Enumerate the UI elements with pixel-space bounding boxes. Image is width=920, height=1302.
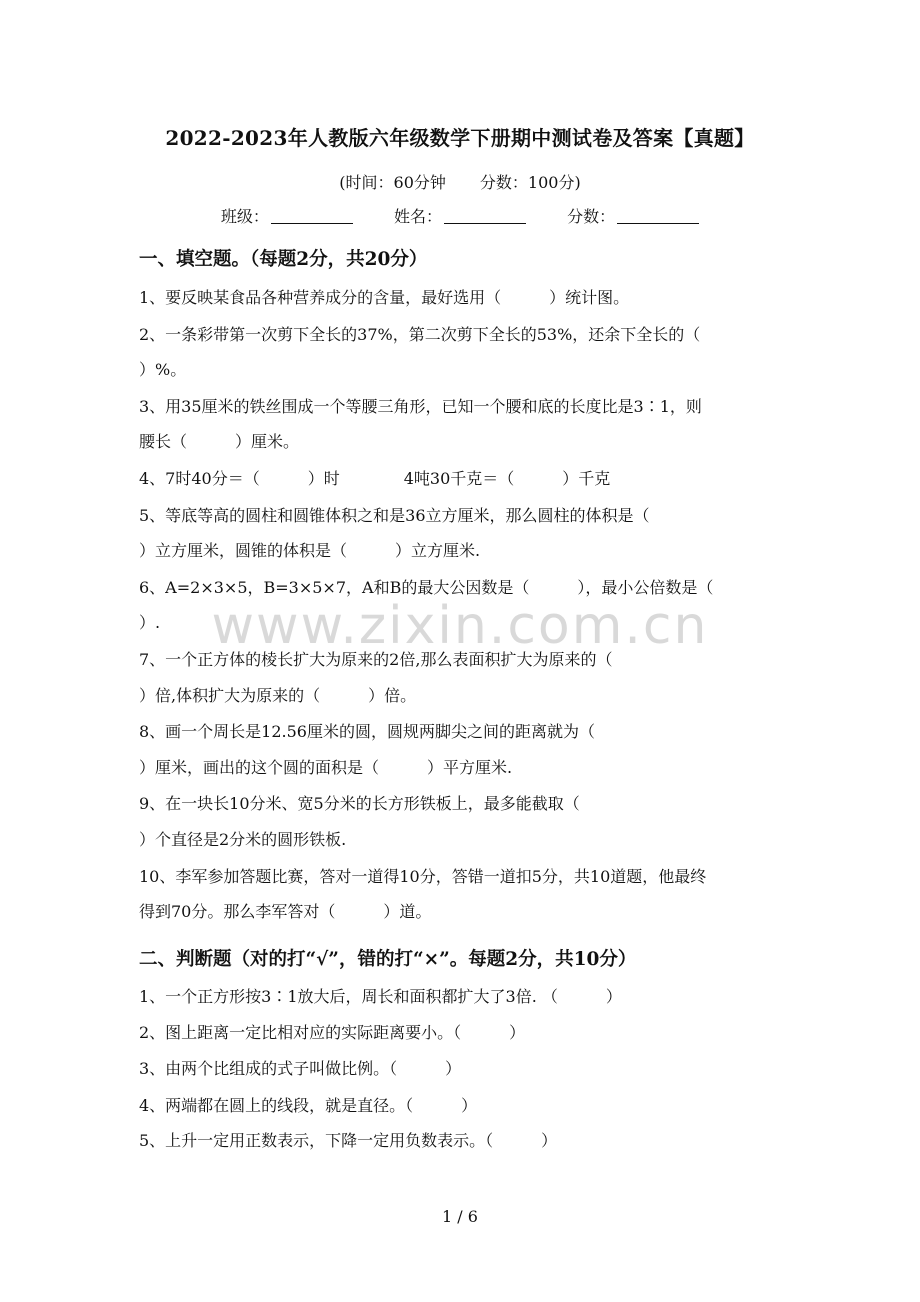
watermark: www.zixin.com.cn [211,596,709,656]
question-line: ）%。 [139,360,187,379]
question-line: 5、等底等高的圆柱和圆锥体积之和是36立方厘米，那么圆柱的体积是（ [139,506,650,525]
question-line: 10、李军参加答题比赛，答对一道得10分，答错一道扣5分，共10道题，他最终 [139,867,707,886]
question-line: ）立方厘米，圆锥的体积是（ ）立方厘米. [139,541,481,560]
question-line: ）倍,体积扩大为原来的（ ）倍。 [139,686,417,705]
question-line: ）厘米，画出的这个圆的面积是（ ）平方厘米. [139,758,513,777]
question-line: 7、一个正方体的棱长扩大为原来的2倍,那么表面积扩大为原来的（ [139,650,613,669]
student-info [0,204,920,227]
question-line: 2、一条彩带第一次剪下全长的37%，第二次剪下全长的53%，还余下全长的（ [139,325,701,344]
question-line: 1、要反映某食品各种营养成分的含量，最好选用（ ）统计图。 [139,288,630,307]
question-line: 4、两端都在圆上的线段，就是直径。（ ） [139,1096,478,1115]
page-title: 2022-2023年人教版六年级数学下册期中测试卷及答案【真题】 [165,126,755,150]
section-fill-blank-heading: 一、填空题。（每题2分，共20分） [139,249,428,270]
question-line: 9、在一块长10分米、宽5分米的长方形铁板上，最多能截取（ [139,794,580,813]
class-blank[interactable] [271,207,353,224]
score-label: 分数： [567,207,616,226]
name-label: 姓名： [393,207,442,226]
name-blank[interactable] [444,207,526,224]
class-label: 班级： [220,207,269,226]
score-blank[interactable] [617,207,699,224]
question-line: ）个直径是2分米的圆形铁板. [139,830,347,849]
question-line: 8、画一个周长是12.56厘米的圆，圆规两脚尖之间的距离就为（ [139,722,595,741]
question-line: 腰长（ ）厘米。 [139,432,300,451]
question-line: ）. [139,613,161,632]
question-line: 5、上升一定用正数表示，下降一定用负数表示。（ ） [139,1131,558,1150]
exam-meta [0,170,920,193]
name-field [394,204,526,227]
page-number: 1 / 6 [442,1207,478,1226]
question-line: 3、由两个比组成的式子叫做比例。（ ） [139,1059,462,1078]
question-line: 3、用35厘米的铁丝围成一个等腰三角形，已知一个腰和底的长度比是3∶1，则 [139,397,702,416]
question-line: 6、A=2×3×5，B=3×5×7，A和B的最大公因数是（ ），最小公倍数是（ [139,578,714,597]
question-line: 2、图上距离一定比相对应的实际距离要小。（ ） [139,1023,526,1042]
section-true-false-heading: 二、判断题（对的打“√”，错的打“×”。每题2分，共10分） [139,949,637,970]
time-limit: (时间：60分钟 [339,173,446,192]
class-field [221,204,353,227]
question-line: 1、一个正方形按3∶1放大后，周长和面积都扩大了3倍. （ ） [139,987,622,1006]
total-score: 分数：100分) [479,173,581,192]
score-field [567,204,699,227]
question-line: 4、7时40分＝（ ）时 4吨30千克＝（ ）千克 [139,469,611,488]
question-line: 得到70分。那么李军答对（ ）道。 [139,902,432,921]
